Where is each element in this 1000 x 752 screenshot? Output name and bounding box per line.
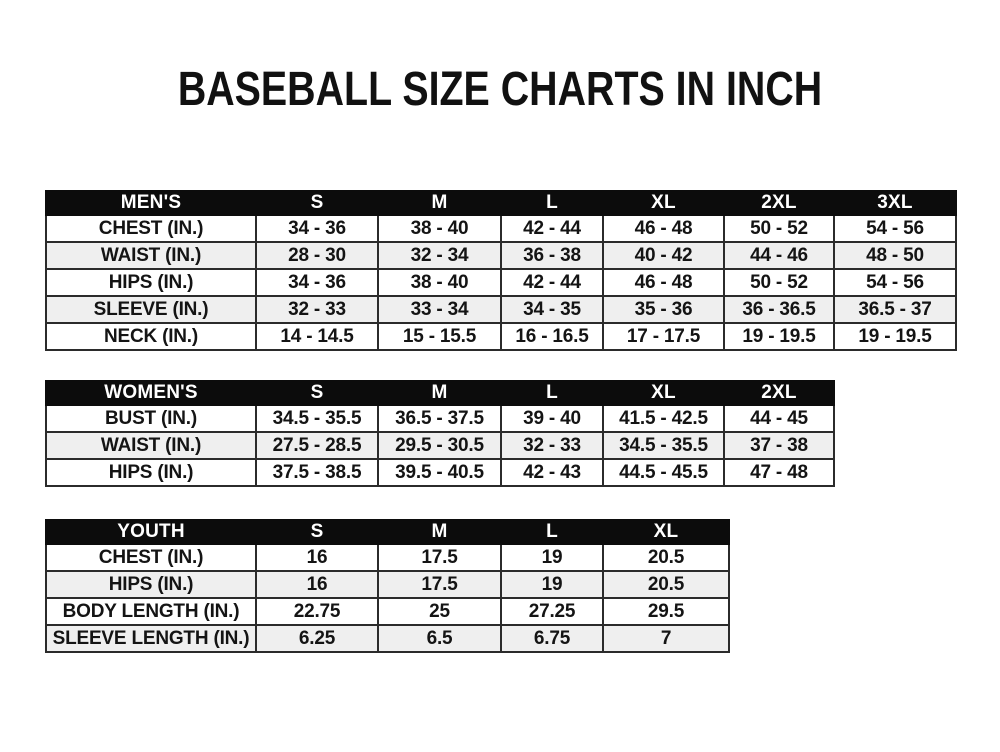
table-title-cell: WOMEN'S [46, 381, 256, 405]
size-value-cell: 6.5 [378, 625, 501, 652]
size-header-cell: 3XL [834, 191, 956, 215]
size-value-cell: 34 - 35 [501, 296, 603, 323]
size-value-cell: 44 - 46 [724, 242, 834, 269]
size-value-cell: 34 - 36 [256, 215, 378, 242]
size-value-cell: 44 - 45 [724, 405, 834, 432]
size-value-cell: 46 - 48 [603, 215, 724, 242]
size-value-cell: 16 - 16.5 [501, 323, 603, 350]
size-value-cell: 32 - 34 [378, 242, 501, 269]
size-value-cell: 20.5 [603, 544, 729, 571]
row-label-cell: WAIST (IN.) [46, 432, 256, 459]
measurement-row [46, 323, 956, 350]
size-value-cell: 50 - 52 [724, 215, 834, 242]
size-value-cell: 15 - 15.5 [378, 323, 501, 350]
mens-table-body [46, 215, 956, 350]
size-value-cell: 34.5 - 35.5 [603, 432, 724, 459]
size-value-cell: 19 - 19.5 [724, 323, 834, 350]
size-value-cell: 41.5 - 42.5 [603, 405, 724, 432]
measurement-row [46, 459, 834, 486]
size-header-cell: XL [603, 520, 729, 544]
size-value-cell: 32 - 33 [501, 432, 603, 459]
size-value-cell: 35 - 36 [603, 296, 724, 323]
size-value-cell: 36.5 - 37.5 [378, 405, 501, 432]
size-value-cell: 16 [256, 571, 378, 598]
youth-size-table [45, 519, 730, 653]
size-value-cell: 25 [378, 598, 501, 625]
size-header-cell: S [256, 191, 378, 215]
row-label-cell: HIPS (IN.) [46, 459, 256, 486]
size-value-cell: 39 - 40 [501, 405, 603, 432]
row-label-cell: HIPS (IN.) [46, 269, 256, 296]
size-value-cell: 29.5 [603, 598, 729, 625]
size-header-cell: XL [603, 381, 724, 405]
measurement-row [46, 405, 834, 432]
size-value-cell: 42 - 44 [501, 269, 603, 296]
row-label-cell: NECK (IN.) [46, 323, 256, 350]
size-value-cell: 54 - 56 [834, 269, 956, 296]
size-header-cell: S [256, 520, 378, 544]
size-value-cell: 17 - 17.5 [603, 323, 724, 350]
measurement-row [46, 544, 729, 571]
size-value-cell: 22.75 [256, 598, 378, 625]
size-value-cell: 46 - 48 [603, 269, 724, 296]
size-value-cell: 20.5 [603, 571, 729, 598]
size-header-cell: S [256, 381, 378, 405]
size-header-cell: L [501, 520, 603, 544]
size-value-cell: 34.5 - 35.5 [256, 405, 378, 432]
size-value-cell: 17.5 [378, 571, 501, 598]
size-value-cell: 29.5 - 30.5 [378, 432, 501, 459]
row-label-cell: WAIST (IN.) [46, 242, 256, 269]
size-value-cell: 34 - 36 [256, 269, 378, 296]
measurement-row [46, 571, 729, 598]
size-value-cell: 27.5 - 28.5 [256, 432, 378, 459]
size-value-cell: 54 - 56 [834, 215, 956, 242]
tables-container [45, 190, 1000, 653]
mens-header-row [46, 191, 956, 215]
size-value-cell: 16 [256, 544, 378, 571]
size-value-cell: 37 - 38 [724, 432, 834, 459]
row-label-cell: BODY LENGTH (IN.) [46, 598, 256, 625]
size-value-cell: 6.75 [501, 625, 603, 652]
womens-header-row [46, 381, 834, 405]
measurement-row [46, 432, 834, 459]
size-value-cell: 38 - 40 [378, 269, 501, 296]
row-label-cell: BUST (IN.) [46, 405, 256, 432]
size-header-cell: 2XL [724, 381, 834, 405]
size-value-cell: 7 [603, 625, 729, 652]
size-value-cell: 40 - 42 [603, 242, 724, 269]
mens-size-table [45, 190, 957, 351]
size-header-cell: M [378, 381, 501, 405]
size-value-cell: 17.5 [378, 544, 501, 571]
row-label-cell: CHEST (IN.) [46, 544, 256, 571]
measurement-row [46, 625, 729, 652]
size-value-cell: 42 - 44 [501, 215, 603, 242]
measurement-row [46, 215, 956, 242]
size-value-cell: 14 - 14.5 [256, 323, 378, 350]
size-value-cell: 42 - 43 [501, 459, 603, 486]
size-header-cell: L [501, 191, 603, 215]
size-value-cell: 36 - 38 [501, 242, 603, 269]
table-title-cell: MEN'S [46, 191, 256, 215]
size-value-cell: 38 - 40 [378, 215, 501, 242]
table-title-cell: YOUTH [46, 520, 256, 544]
row-label-cell: SLEEVE (IN.) [46, 296, 256, 323]
youth-table-body [46, 544, 729, 652]
measurement-row [46, 598, 729, 625]
size-header-cell: XL [603, 191, 724, 215]
measurement-row [46, 296, 956, 323]
size-value-cell: 33 - 34 [378, 296, 501, 323]
row-label-cell: SLEEVE LENGTH (IN.) [46, 625, 256, 652]
row-label-cell: CHEST (IN.) [46, 215, 256, 242]
size-value-cell: 6.25 [256, 625, 378, 652]
size-header-cell: 2XL [724, 191, 834, 215]
size-value-cell: 39.5 - 40.5 [378, 459, 501, 486]
youth-header-row [46, 520, 729, 544]
size-value-cell: 36.5 - 37 [834, 296, 956, 323]
row-label-cell: HIPS (IN.) [46, 571, 256, 598]
size-value-cell: 48 - 50 [834, 242, 956, 269]
size-value-cell: 37.5 - 38.5 [256, 459, 378, 486]
size-value-cell: 19 [501, 571, 603, 598]
size-value-cell: 32 - 33 [256, 296, 378, 323]
size-header-cell: L [501, 381, 603, 405]
size-value-cell: 44.5 - 45.5 [603, 459, 724, 486]
womens-table-body [46, 405, 834, 486]
page-title: BASEBALL SIZE CHARTS IN INCH [177, 63, 823, 116]
size-header-cell: M [378, 520, 501, 544]
size-value-cell: 28 - 30 [256, 242, 378, 269]
size-value-cell: 19 [501, 544, 603, 571]
measurement-row [46, 269, 956, 296]
measurement-row [46, 242, 956, 269]
womens-size-table [45, 380, 835, 487]
size-value-cell: 27.25 [501, 598, 603, 625]
size-value-cell: 36 - 36.5 [724, 296, 834, 323]
size-value-cell: 50 - 52 [724, 269, 834, 296]
size-value-cell: 47 - 48 [724, 459, 834, 486]
size-value-cell: 19 - 19.5 [834, 323, 956, 350]
size-header-cell: M [378, 191, 501, 215]
